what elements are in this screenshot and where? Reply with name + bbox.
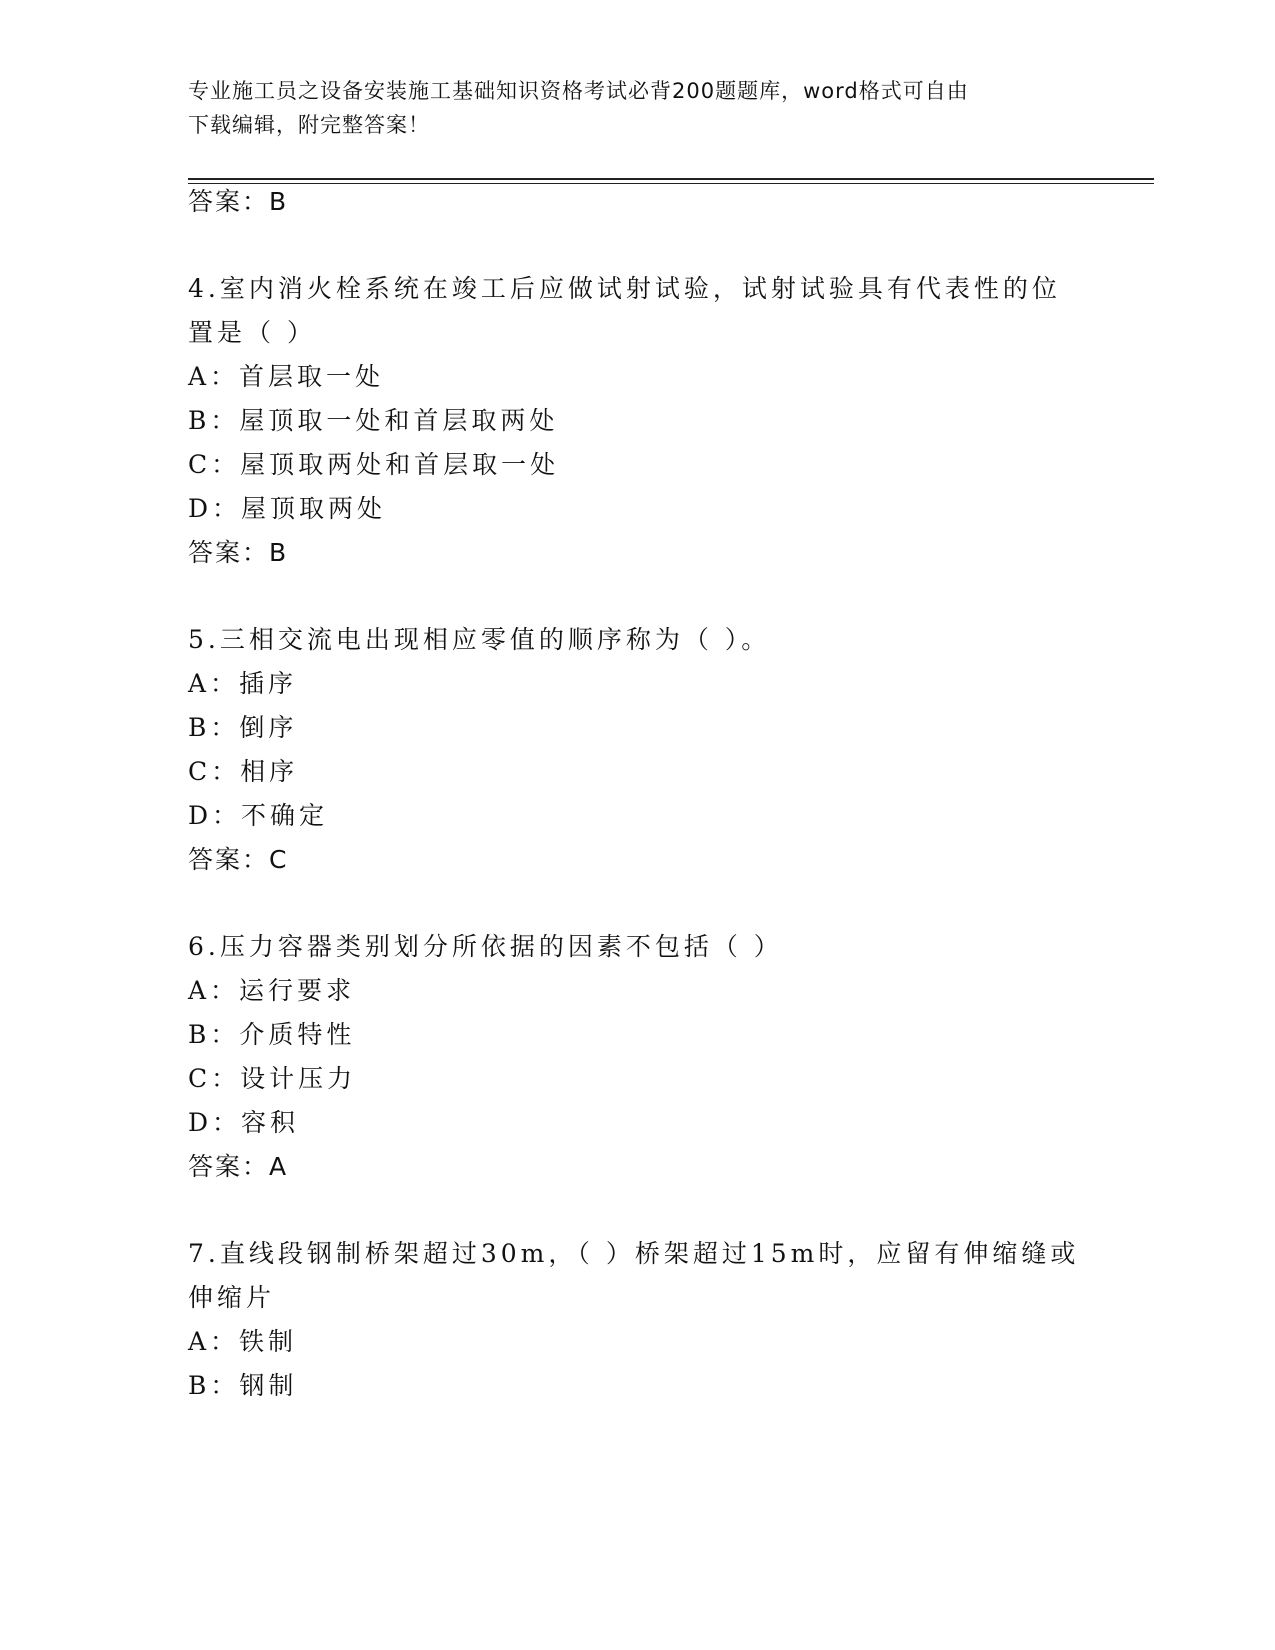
question-6-option-b: B：介质特性: [188, 1020, 356, 1049]
question-7-option-b: B：钢制: [188, 1371, 298, 1400]
question-4-option-d: D：屋顶取两处: [188, 494, 387, 523]
question-5-option-b: B：倒序: [188, 713, 298, 742]
question-5-answer: 答案：C: [188, 845, 289, 874]
question-4-option-c: C：屋顶取两处和首层取一处: [188, 450, 560, 479]
header-divider: [188, 178, 1154, 184]
question-6-option-a: A：运行要求: [188, 976, 356, 1005]
question-7-option-a: A：铁制: [188, 1327, 298, 1356]
question-4-stem-line-2: 置是（ ）: [188, 318, 316, 347]
question-6-option-c: C：设计压力: [188, 1064, 357, 1093]
question-7-stem-line-2: 伸缩片: [188, 1283, 276, 1312]
question-5-option-c: C：相序: [188, 757, 299, 786]
question-4-answer: 答案：B: [188, 538, 289, 567]
question-5-option-a: A：插序: [188, 669, 298, 698]
question-7-stem-line-1: 7.直线段钢制桥架超过30m，（ ）桥架超过15m时，应留有伸缩缝或: [188, 1239, 1080, 1268]
question-5-stem: 5.三相交流电出现相应零值的顺序称为（ ）。: [188, 625, 771, 654]
previous-answer: 答案：B: [188, 187, 289, 216]
question-4-stem-line-1: 4.室内消火栓系统在竣工后应做试射试验，试射试验具有代表性的位: [188, 274, 1061, 303]
question-6-stem: 6.压力容器类别划分所依据的因素不包括（ ）: [188, 932, 783, 961]
question-6-answer: 答案：A: [188, 1152, 289, 1181]
header-line-1: 专业施工员之设备安装施工基础知识资格考试必背200题题库，word格式可自由: [188, 79, 969, 103]
question-4-option-a: A：首层取一处: [188, 362, 385, 391]
question-6-option-d: D：容积: [188, 1108, 300, 1137]
header-line-2: 下载编辑，附完整答案！: [188, 113, 430, 137]
question-5-option-d: D：不确定: [188, 801, 329, 830]
question-4-option-b: B：屋顶取一处和首层取两处: [188, 406, 559, 435]
document-header: [188, 74, 1088, 142]
